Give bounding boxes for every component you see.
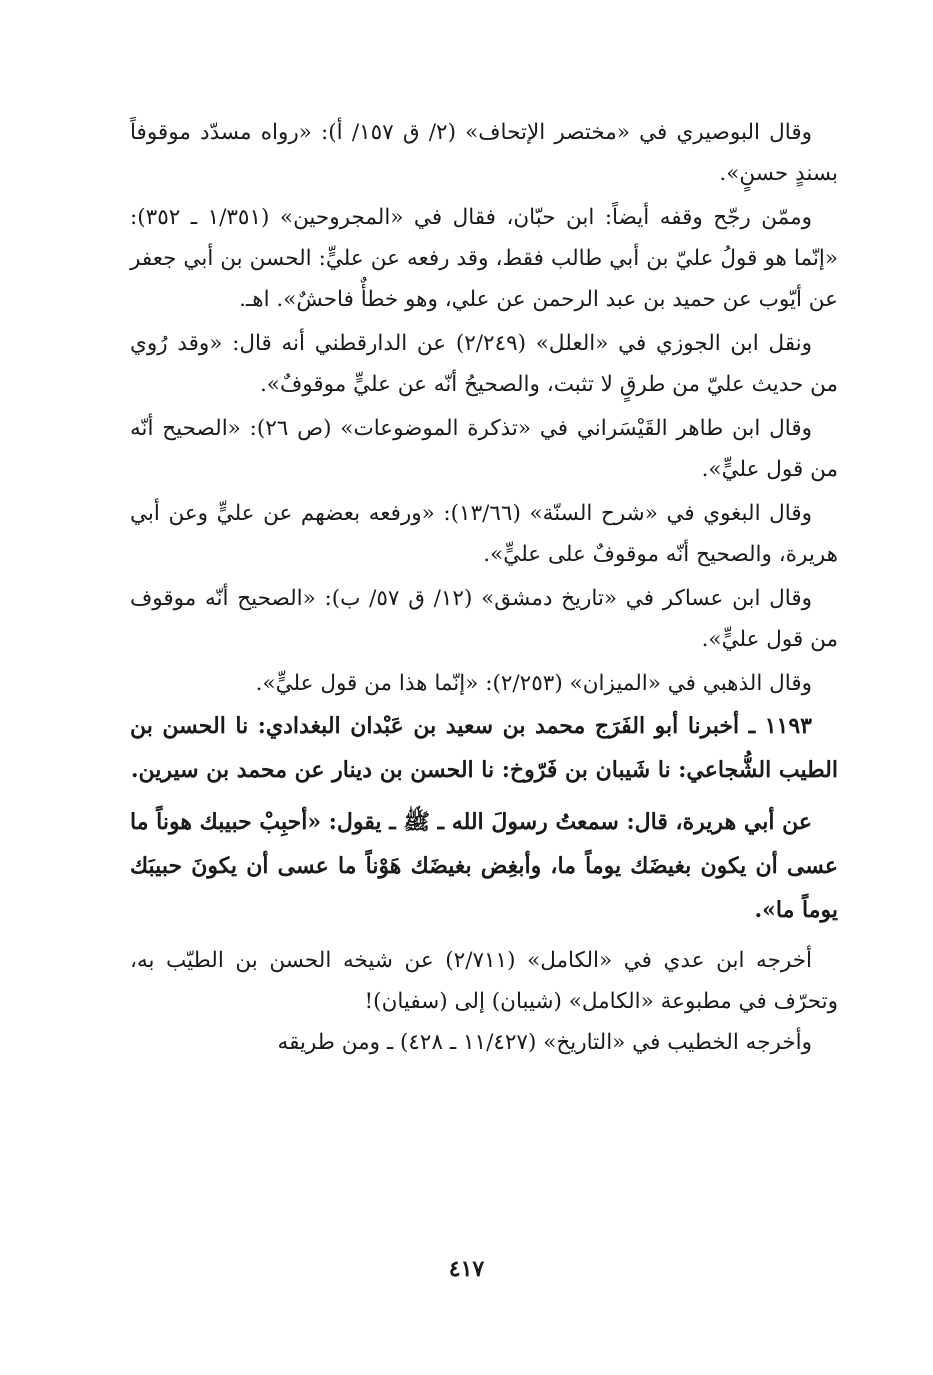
page-number: ٤١٧ [448,1256,485,1282]
hadith-matn: عن أبي هريرة، قال: سمعتُ رسولَ الله ـ ﷺ ـ يقول: «أحبِبْ حبيبك هوناً ما عسى أن يكون بغيضَك يوماً ما، وأبغِض بغيضَك هَوْناً ما عسى أن يكونَ حبيبَك يوماً ما». [130,809,839,923]
paragraph-baghawi: وقال البغوي في «شرح السنّة» (١٣/٦٦): «ورفعه بعضهم عن عليٍّ وعن أبي هريرة، والصحيح أنّه موقوفٌ على عليٍّ». [130,501,838,567]
hadith-isnad [130,704,838,792]
paragraph-ibn-al-jawzi: ونقل ابن الجوزي في «العلل» (٢/٢٤٩) عن الدارقطني أنه قال: «وقد رُوي من حديث عليّ من طرقٍ لا تثبت، والصحيحُ أنّه عن عليٍّ موقوفٌ». [130,331,838,397]
paragraph-ibn-asakir: وقال ابن عساكر في «تاريخ دمشق» (١٢/ ق ٥٧/ ب): «الصحيح أنّه موقوف من قول عليٍّ». [130,586,838,652]
hadith-isnad-text: ـ أخبرنا أبو الفَرَج محمد بن سعيد بن عَبْدان البغدادي: نا الحسن بن الطيب الشُّجاعي: نا شَيبان بن فَرّوخ: نا الحسن بن دينار عن محمد بن سيرين. [130,713,838,783]
paragraph-ibn-hibban: وممّن رجّح وقفه أيضاً: ابن حبّان، فقال في «المجروحين» (١/٣٥١ ـ ٣٥٢): «إنّما هو قولُ عليّ بن أبي طالب فقط، وقد رفعه عن عليٍّ: الحسن بن أبي جعفر عن أيّوب عن حميد بن عبد الرحمن عن علي، وهو خطأٌ فاحشٌ». اهـ. [130,205,838,312]
paragraph-busiri: وقال البوصيري في «مختصر الإتحاف» (٢/ ق ١٥٧/ أ): «رواه مسدّد موقوفاً بسندٍ حسنٍ». [130,120,838,186]
paragraph-dhahabi: وقال الذهبي في «الميزان» (٢/٢٥٣): «إنّما هذا من قول عليٍّ». [255,671,812,696]
paragraph-qaysarani: وقال ابن طاهر القَيْسَراني في «تذكرة الموضوعات» (ص ٢٦): «الصحيح أنّه من قول عليٍّ». [130,416,838,482]
takhrij-ibn-adi: أخرجه ابن عدي في «الكامل» (٢/٧١١) عن شيخه الحسن بن الطيّب به، وتحرّف في مطبوعة «الكامل» (شيبان) إلى (سفيان)! [130,948,838,1014]
hadith-number: ١١٩٣ [764,713,812,739]
takhrij-khatib: وأخرجه الخطيب في «التاريخ» (١١/٤٢٧ ـ ٤٢٨) ـ ومن طريقه [277,1030,812,1055]
page-body [130,112,838,1063]
